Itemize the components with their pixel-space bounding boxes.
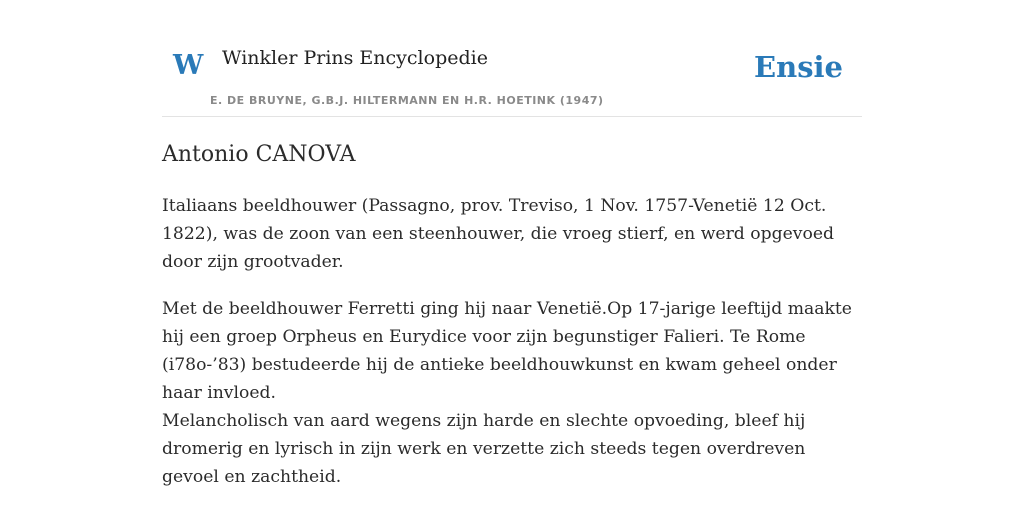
article-paragraph-2: Met de beeldhouwer Ferretti ging hij naar Venetië.Op 17-jarige leeftijd maakte hij een groep Orpheus en Eurydice voor zijn begunstiger Falieri. Te Rome (i78o-’83) bestudeerde hij de antieke beeldhouwkunst en kwam geheel onder haar invloed. (162, 299, 852, 403)
article-title: Antonio CANOVA (162, 142, 356, 167)
publication-logo-icon[interactable]: W (173, 50, 204, 81)
site-header (162, 0, 862, 117)
ensie-logo[interactable]: Ensie (754, 50, 843, 84)
article-page (162, 0, 862, 487)
publication-authors: E. DE BRUYNE, G.B.J. HILTERMANN EN H.R. HOETINK (1947) (210, 94, 604, 107)
article-paragraph-3: Melancholisch van aard wegens zijn harde en slechte opvoeding, bleef hij dromerig en lyrisch in zijn werk en verzette zich steeds tegen overdreven gevoel en zachtheid. (162, 411, 806, 487)
article-paragraph-1: Italiaans beeldhouwer (Passagno, prov. Treviso, 1 Nov. 1757-Venetië 12 Oct. 1822), was de zoon van een steenhouwer, die vroeg stierf, en werd opgevoed door zijn grootvader. (162, 196, 835, 272)
publication-title[interactable]: Winkler Prins Encyclopedie (222, 47, 488, 69)
